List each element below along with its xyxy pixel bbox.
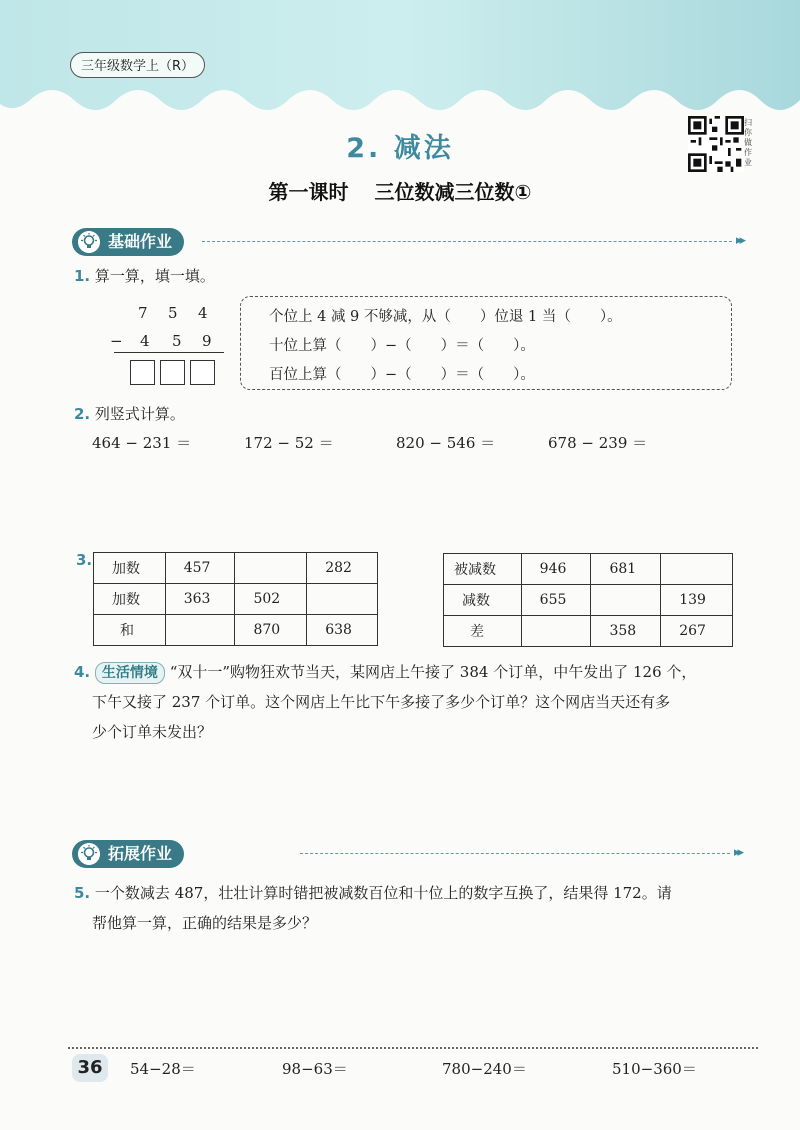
table-cell: 减数 [444,585,522,616]
section-basic-header [72,228,184,256]
expression-3: 820 − 546 ＝ [396,434,496,452]
table-row [94,553,378,584]
question-1-number: 1. [74,267,91,285]
minuend-hundreds: 7 [138,304,148,322]
section-extended-header [72,840,184,868]
table-row [94,584,378,615]
question-1 [74,265,215,286]
table-cell: 和 [94,615,166,646]
expression-2: 172 − 52 ＝ [244,434,334,452]
table-row [444,554,733,585]
footer-expression-2: 98−63＝ [282,1060,348,1078]
context-tag: 生活情境 [95,662,165,684]
table-cell: 差 [444,616,522,647]
question-2 [74,403,185,424]
table-row [444,585,733,616]
table-cell-blank[interactable] [307,584,378,615]
minus-sign: − [110,332,123,350]
question-1-title: 算一算，填一填。 [94,267,215,285]
table-cell: 638 [307,615,378,646]
footer-expression-3: 780−240＝ [442,1060,527,1078]
double-chevron-icon: ▸▸ [734,845,742,860]
section-extended-divider [300,853,730,854]
question-3 [76,551,92,569]
section-basic-divider [202,241,732,242]
question-2-number: 2. [74,405,91,423]
fill-in-box [240,296,732,390]
table-cell: 655 [521,585,591,616]
table-cell: 358 [591,616,661,647]
lesson-topic: 三位数减三位数① [374,180,532,204]
table-cell: 946 [521,554,591,585]
question-5-line-2: 帮他算一算，正确的结果是多少？ [92,914,318,932]
answer-box-tens[interactable] [160,360,185,385]
qr-caption: 扫你做作业 [744,118,752,167]
table-cell: 502 [235,584,307,615]
question-4-text-1: “双十一”购物狂欢节当天，某网店上午接了 384 个订单，中午发出了 126 个， [169,663,697,681]
question-3-number: 3. [76,551,93,569]
section-basic-label: 基础作业 [108,232,173,251]
question-5-text-1: 一个数减去 487，壮壮计算时错把被减数百位和十位上的数字互换了，结果得 172。请 [94,884,672,902]
table-cell: 267 [661,616,733,647]
lesson-period: 第一课时 [268,180,349,204]
table-cell: 被减数 [444,554,522,585]
table-cell: 139 [661,585,733,616]
table-row [444,616,733,647]
footer-expression-4: 510−360＝ [612,1060,697,1078]
table-row [94,615,378,646]
table-cell-blank[interactable] [235,553,307,584]
question-5-line-1 [74,878,672,908]
lesson-title [0,176,800,205]
section-extended-label: 拓展作业 [108,844,173,863]
answer-box-hundreds[interactable] [130,360,155,385]
fill-line-hundreds[interactable]: 百位上算（ ）−（ ）＝（ ）。 [269,367,535,383]
page-number: 36 [72,1054,108,1082]
addition-table [93,552,378,646]
table-cell: 加数 [94,553,166,584]
subtrahend-tens: 5 [172,332,182,350]
sum-line [114,352,224,353]
minuend-ones: 4 [198,304,208,322]
answer-box-ones[interactable] [190,360,215,385]
table-cell-blank[interactable] [661,554,733,585]
table-cell: 加数 [94,584,166,615]
grade-label: 三年级数学上（R） [70,52,205,78]
table-cell: 681 [591,554,661,585]
table-cell-blank[interactable] [165,615,235,646]
subtrahend-hundreds: 4 [140,332,150,350]
expression-1: 464 − 231 ＝ [92,434,192,452]
question-4-line-1 [74,657,764,687]
question-4-line-3: 少个订单未发出？ [92,723,213,741]
minuend-tens: 5 [168,304,178,322]
subtraction-table [443,553,733,647]
footer-divider [68,1047,758,1049]
chapter-title: 2. 减法 [346,133,454,164]
question-4-number: 4. [74,663,91,681]
table-cell: 282 [307,553,378,584]
table-cell: 870 [235,615,307,646]
fill-line-ones[interactable]: 个位上 4 减 9 不够减，从（ ）位退 1 当（ ）。 [269,309,622,325]
subtrahend-ones: 9 [202,332,212,350]
table-cell: 457 [165,553,235,584]
fill-line-tens[interactable]: 十位上算（ ）−（ ）＝（ ）。 [269,338,535,354]
double-chevron-icon: ▸▸ [736,233,744,248]
table-cell-blank[interactable] [591,585,661,616]
expression-4: 678 − 239 ＝ [548,434,648,452]
lightbulb-icon [78,843,100,865]
question-5-number: 5. [74,884,91,902]
footer-expression-1: 54−28＝ [130,1060,196,1078]
question-2-title: 列竖式计算。 [94,405,185,423]
question-4-line-2: 下午又接了 237 个订单。这个网店上午比下午多接了多少个订单？这个网店当天还有多 [92,693,671,711]
vertical-subtraction [100,300,230,392]
table-cell: 363 [165,584,235,615]
lightbulb-icon [78,231,100,253]
table-cell-blank[interactable] [521,616,591,647]
